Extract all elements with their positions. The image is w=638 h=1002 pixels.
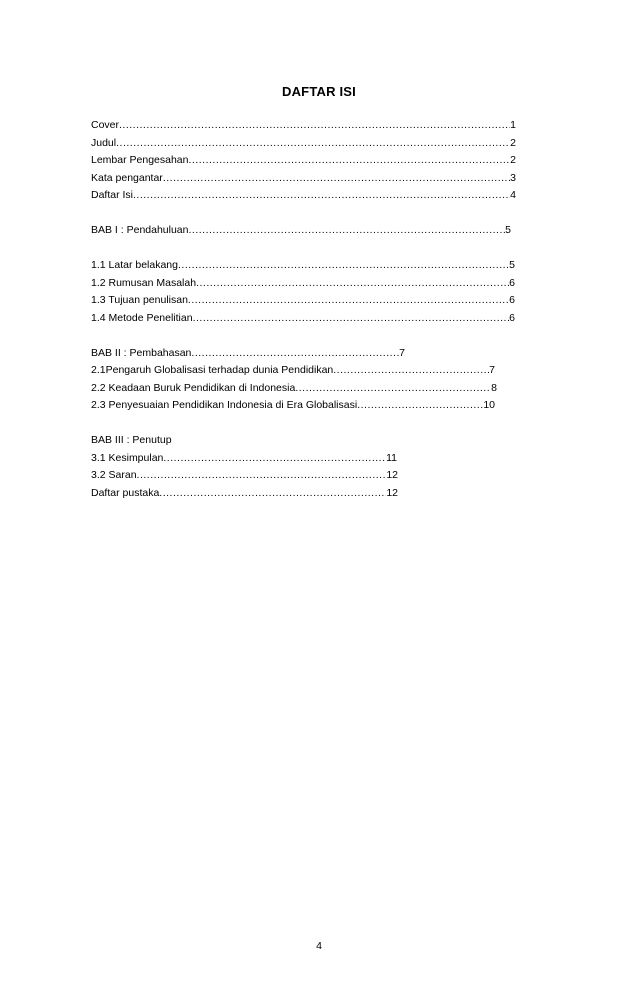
toc-entry-page: 6 [509, 294, 515, 306]
toc-entry [91, 310, 515, 328]
toc-entry-page: 7 [489, 364, 495, 376]
toc-entry-page: 7 [399, 346, 405, 359]
toc-entry-page: 2 [510, 136, 516, 149]
toc-entry-label: 2.2 Keadaan Buruk Pendidikan di Indonesia [91, 381, 296, 394]
toc-entry-page: 12 [386, 469, 398, 481]
toc-heading [91, 432, 531, 450]
toc-spacer [91, 240, 531, 258]
toc-leader-dots [193, 310, 510, 328]
toc-entry-label: Daftar pustaka [91, 486, 160, 499]
toc-entry-page: 2 [510, 154, 516, 166]
toc-entry-label: 1.1 Latar belakang [91, 259, 178, 271]
toc-entry [91, 222, 511, 240]
toc-group-bab-1 [91, 222, 531, 240]
toc-spacer [91, 205, 531, 223]
table-of-contents [91, 117, 531, 502]
toc-leader-dots [295, 380, 491, 398]
toc-leader-dots [137, 467, 387, 485]
toc-entry-label: 1.4 Metode Penelitian [91, 311, 193, 324]
toc-entry-page: 12 [386, 486, 398, 499]
toc-group-front-matter [91, 117, 531, 205]
toc-entry [91, 345, 405, 363]
toc-entry-label: Judul [91, 136, 117, 149]
toc-entry-label: 2.3 Penyesuaian Pendidikan Indonesia di Era Globalisasi [91, 399, 358, 411]
toc-entry-label: Lembar Pengesahan [91, 154, 189, 166]
toc-entry-page: 4 [510, 189, 516, 201]
toc-entry-page: 6 [509, 311, 515, 324]
toc-group-bab-3 [91, 432, 531, 502]
toc-leader-dots [333, 362, 489, 380]
toc-leader-dots [189, 222, 506, 240]
toc-entry [91, 485, 398, 503]
toc-entry-label: BAB III : Penutup [91, 434, 172, 446]
toc-group-bab-1-sections [91, 257, 531, 327]
toc-leader-dots [357, 397, 483, 415]
toc-entry-label: 3.1 Kesimpulan [91, 451, 164, 464]
toc-entry [91, 170, 516, 188]
toc-entry [91, 135, 516, 153]
toc-entry-label: 3.2 Saran [91, 469, 137, 481]
toc-leader-dots [188, 292, 509, 310]
toc-entry-page: 11 [386, 451, 397, 464]
toc-entry [91, 450, 397, 468]
toc-group-bab-2 [91, 345, 531, 415]
toc-leader-dots [189, 152, 511, 170]
toc-leader-dots [178, 257, 509, 275]
toc-entry-label: Kata pengantar [91, 171, 163, 184]
toc-entry-page: 10 [483, 399, 495, 411]
toc-entry-label: Daftar Isi [91, 189, 134, 201]
toc-entry-label: Cover [91, 119, 120, 131]
page-number: 4 [316, 940, 322, 952]
toc-leader-dots [191, 345, 399, 363]
toc-entry [91, 117, 516, 135]
toc-entry [91, 362, 495, 380]
toc-entry [91, 467, 398, 485]
toc-entry-label: BAB I : Pendahuluan [91, 224, 189, 236]
toc-entry [91, 397, 495, 415]
toc-leader-dots [119, 117, 510, 135]
toc-entry-label: 2.1Pengaruh Globalisasi terhadap dunia Pendidikan [91, 364, 334, 376]
toc-entry-label: BAB II : Pembahasan [91, 346, 192, 359]
toc-entry [91, 292, 515, 310]
toc-leader-dots [116, 135, 510, 153]
toc-spacer [91, 415, 531, 433]
toc-leader-dots [163, 450, 386, 468]
toc-entry [91, 275, 515, 293]
toc-entry-label: 1.2 Rumusan Masalah [91, 276, 197, 289]
toc-entry-page: 8 [491, 381, 497, 394]
toc-leader-dots [133, 187, 510, 205]
toc-entry-page: 5 [505, 224, 511, 236]
toc-entry-label: 1.3 Tujuan penulisan [91, 294, 188, 306]
toc-entry-page: 5 [509, 259, 515, 271]
toc-spacer [91, 327, 531, 345]
toc-entry-page: 6 [509, 276, 515, 289]
toc-leader-dots [196, 275, 509, 293]
toc-entry-page: 3 [510, 171, 516, 184]
toc-entry [91, 380, 497, 398]
toc-leader-dots [159, 485, 386, 503]
page-title: DAFTAR ISI [282, 84, 356, 99]
toc-entry [91, 152, 516, 170]
toc-entry [91, 257, 515, 275]
toc-entry-page: 1 [510, 119, 516, 131]
toc-entry [91, 187, 516, 205]
toc-leader-dots [163, 170, 510, 188]
